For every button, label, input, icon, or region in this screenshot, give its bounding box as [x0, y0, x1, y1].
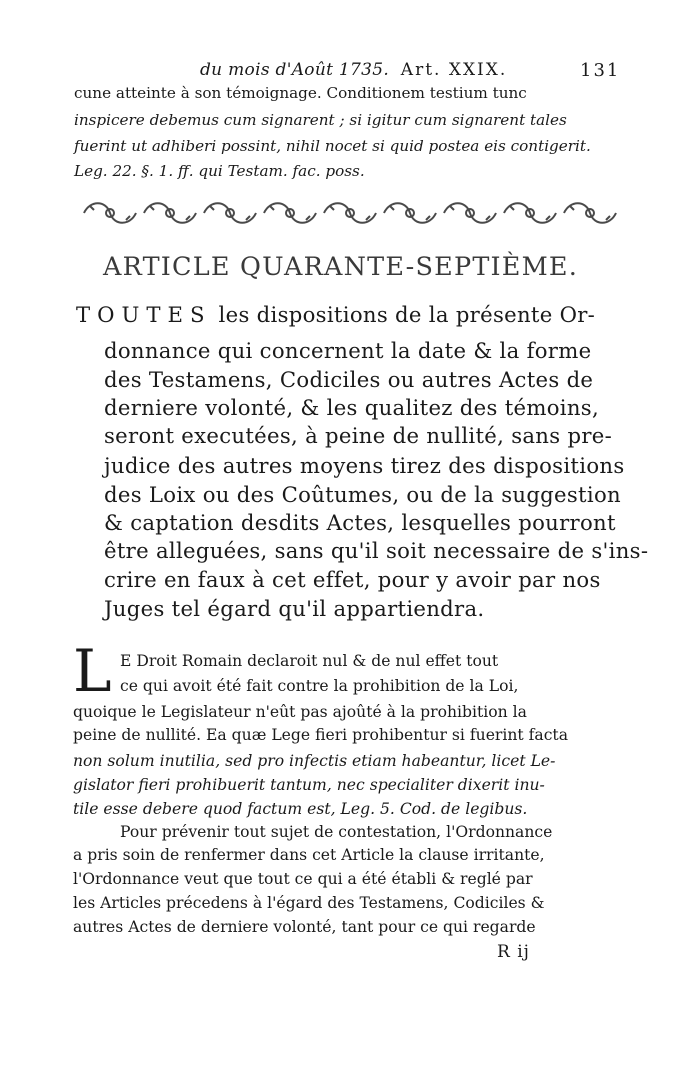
commentary-line: a pris soin de renfermer dans cet Article la clause irritante, [73, 846, 545, 864]
top-text-line: Leg. 22. §. 1. ff. qui Testam. fac. poss. [74, 162, 365, 180]
ordinance-line: être alleguées, sans qu'il soit necessaire de s'ins- [104, 538, 649, 563]
ordinance-line: Juges tel égard qu'il appartiendra. [104, 596, 485, 621]
ordinance-line: judice des autres moyens tirez des dispositions [104, 453, 625, 478]
commentary-line: les Articles précedens à l'égard des Testamens, Codiciles & [73, 894, 545, 912]
ornament-unit [444, 203, 496, 223]
running-header [200, 60, 621, 81]
ordinance-line: des Loix ou des Coûtumes, ou de la suggestion [104, 482, 621, 507]
commentary-line: tile esse debere quod factum est, Leg. 5. Cod. de legibus. [73, 800, 528, 818]
ornament-unit [504, 203, 556, 223]
top-text-line: cune atteinte à son témoignage. Conditionem testium tunc [74, 84, 527, 102]
commentary-line: quoique le Legislateur n'eût pas ajoûté à la prohibition la [73, 703, 527, 721]
commentary-line: Pour prévenir tout sujet de contestation, l'Ordonnance [120, 823, 553, 841]
ordinance-lead: TOUTES [76, 302, 212, 327]
ornament-unit [144, 203, 196, 223]
ornament-divider-icon [80, 196, 620, 230]
commentary-line: l'Ordonnance veut que tout ce qui a été établi & reglé par [73, 870, 533, 888]
ordinance-line: derniere volonté, & les qualitez des témoins, [104, 395, 600, 420]
commentary-line: autres Actes de derniere volonté, tant pour ce qui regarde [73, 918, 536, 936]
commentary-line: ce qui avoit été fait contre la prohibition de la Loi, [120, 677, 519, 695]
commentary-line: gislator fieri prohibuerit tantum, nec specialiter dixerit inu- [73, 776, 545, 794]
ornament-unit [204, 203, 256, 223]
commentary-line: peine de nullité. Ea quæ Lege fieri prohibentur si fuerint facta [73, 726, 568, 744]
ornament-unit [324, 203, 376, 223]
top-text-line: fuerint ut adhiberi possint, nihil nocet si quid postea eis contigerit. [74, 137, 591, 155]
ornament-unit [384, 203, 436, 223]
ordinance-line [76, 302, 595, 327]
ordinance-line: des Testamens, Codiciles ou autres Actes de [104, 367, 594, 392]
article-heading: ARTICLE QUARANTE-SEPTIÈME. [103, 252, 579, 282]
page-number: 131 [580, 60, 621, 81]
ordinance-line: crire en faux à cet effet, pour y avoir par nos [104, 567, 601, 592]
drop-cap: L [73, 637, 112, 705]
ordinance-text: les dispositions de la présente Or- [218, 302, 596, 327]
commentary-line: E Droit Romain declaroit nul & de nul effet tout [120, 652, 499, 670]
commentary-line: non solum inutilia, sed pro infectis etiam habeantur, licet Le- [73, 752, 556, 770]
ordinance-line: seront executées, à peine de nullité, sans pre- [104, 423, 613, 448]
top-text-line: inspicere debemus cum signarent ; si igitur cum signarent tales [74, 111, 567, 129]
ornament-unit [264, 203, 316, 223]
ordinance-line: donnance qui concernent la date & la forme [104, 338, 592, 363]
header-article: Art. XXIX. [400, 60, 508, 80]
header-date: du mois d'Août 1735. [200, 60, 390, 80]
ordinance-line: & captation desdits Actes, lesquelles pourront [104, 510, 616, 535]
ornament-unit [84, 203, 136, 223]
signature-mark: R ij [497, 942, 530, 962]
ornament-unit [564, 203, 616, 223]
